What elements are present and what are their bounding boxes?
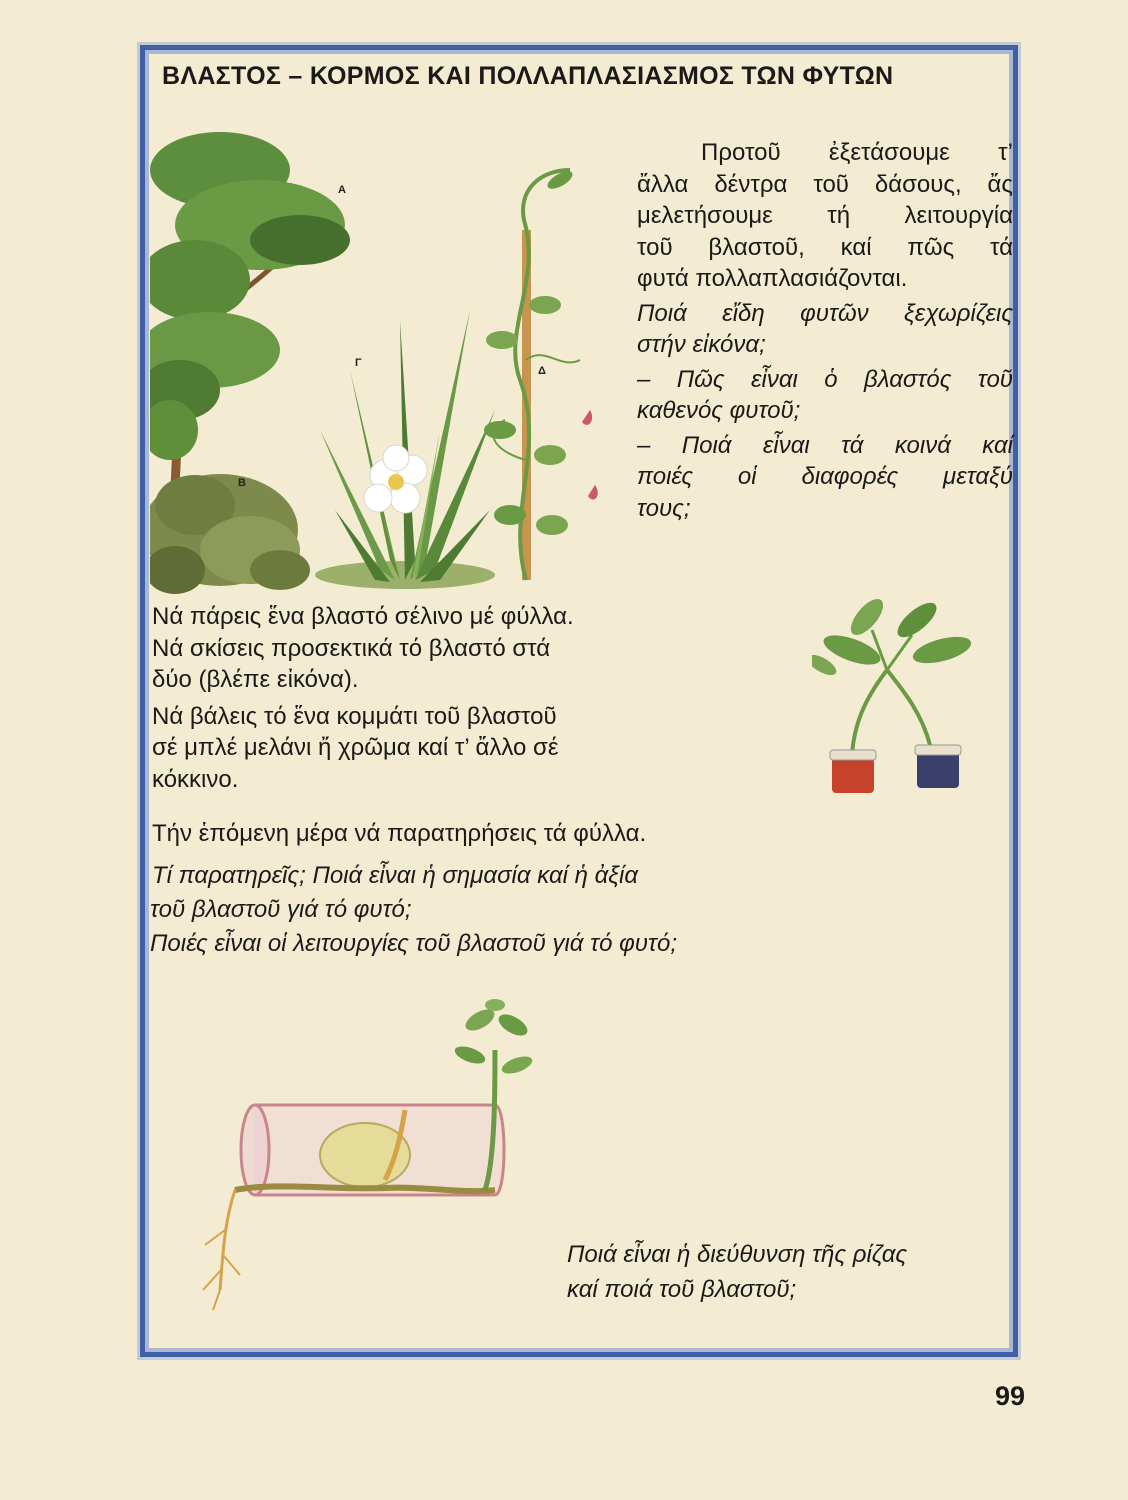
red-ink-pot <box>830 750 876 793</box>
intro-line: τοῦ βλαστοῦ, καί πῶς τά <box>637 233 1013 261</box>
intro-question-line: καθενός φυτοῦ; <box>637 397 801 424</box>
figure-label-a: A <box>338 184 346 196</box>
intro-question-line: στήν εἰκόνα; <box>637 331 766 358</box>
instruction-line: σέ μπλέ μελάνι ἤ χρῶμα καί τ’ ἄλλο σέ <box>152 734 559 761</box>
instruction-line: κόκκινο. <box>152 765 239 793</box>
instruction-line: δύο (βλέπε εἰκόνα). <box>152 666 359 693</box>
final-question <box>567 1237 1022 1307</box>
experiment-questions <box>150 859 870 961</box>
germination-tube-illustration <box>195 990 555 1320</box>
figure-label-d: Δ <box>538 365 546 377</box>
moss-b <box>150 474 310 594</box>
white-flower <box>364 445 427 513</box>
question-line: τοῦ βλαστοῦ γιά τό φυτό; <box>150 896 412 923</box>
experiment-instructions <box>152 601 712 795</box>
intro-text <box>637 137 1013 524</box>
plants-illustration <box>150 130 620 595</box>
intro-question-line: – Ποιά εἶναι τά κοινά καί <box>637 431 1013 459</box>
instruction-line: Νά βάλεις τό ἕνα κομμάτι τοῦ βλαστοῦ <box>152 702 557 730</box>
intro-line: Προτοῦ ἐξετάσουμε τ’ <box>701 139 1013 166</box>
intro-question-line: τους; <box>637 494 691 522</box>
final-question-line: καί ποιά τοῦ βλαστοῦ; <box>567 1276 797 1303</box>
page-number: 99 <box>994 1381 1025 1411</box>
figure-label-b: B <box>238 477 246 489</box>
intro-line: φυτά πολλαπλασιάζονται. <box>637 265 908 292</box>
plant-g-aloe <box>315 310 495 589</box>
question-line: Ποιές εἶναι οἱ λειτουργίες τοῦ βλαστοῦ γιά τό φυτό; <box>150 930 677 957</box>
page-title: ΒΛΑΣΤΟΣ – ΚΟΡΜΟΣ ΚΑΙ ΠΟΛΛΑΠΛΑΣΙΑΣΜΟΣ ΤΩΝ ΦΥΤΩΝ <box>162 62 894 90</box>
celery-experiment-illustration <box>812 595 982 805</box>
instruction-line: Νά σκίσεις προσεκτικά τό βλαστό στά <box>152 634 551 662</box>
next-day-instruction <box>152 818 852 850</box>
intro-question-line: ποιές οἱ διαφορές μεταξύ <box>637 463 1013 490</box>
blue-ink-pot <box>915 745 961 788</box>
final-question-line: Ποιά εἶναι ἡ διεύθυνση τῆς ρίζας <box>567 1241 908 1268</box>
intro-line: μελετήσουμε τή λειτουργία <box>637 202 1013 229</box>
instruction-line: Νά πάρεις ἕνα βλαστό σέλινο μέ φύλλα. <box>152 603 574 630</box>
next-day-line: Τήν ἑπόμενη μέρα νά παρατηρήσεις τά φύλλα. <box>152 820 647 847</box>
figure-label-g: Γ <box>355 357 362 369</box>
intro-question-line: – Πῶς εἶναι ὁ βλαστός τοῦ <box>637 365 1013 393</box>
question-line: Τί παρατηρεῖς; Ποιά εἶναι ἡ σημασία καί ἡ ἀξία <box>152 862 639 889</box>
intro-question-line: Ποιά εἴδη φυτῶν ξεχωρίζεις <box>637 299 1013 327</box>
intro-line: ἄλλα δέντρα τοῦ δάσους, ἄς <box>637 170 1013 198</box>
